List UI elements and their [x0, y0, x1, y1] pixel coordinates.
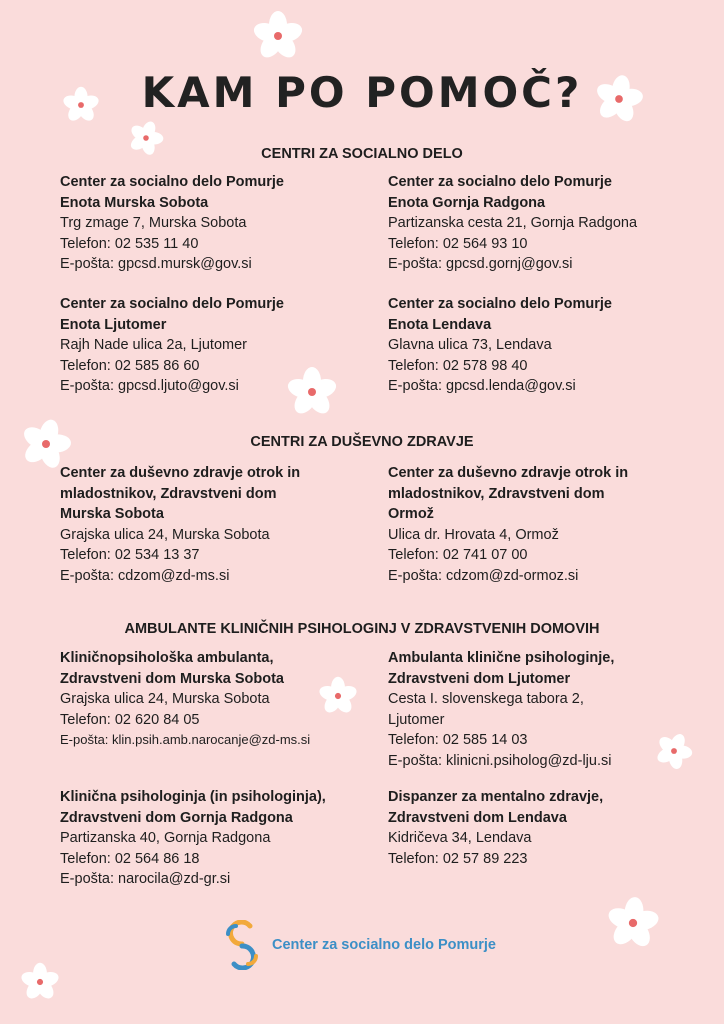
entry-name: Dispanzer za mentalno zdravje, [388, 789, 604, 805]
entry-phone: Telefon: 02 741 07 00 [388, 547, 528, 563]
page-title: KAM PO POMOČ? [141, 68, 583, 117]
flower-icon [606, 896, 660, 950]
flower-icon [594, 74, 644, 124]
entry-name: mladostnikov, Zdravstveni dom [388, 485, 605, 502]
flower-icon [20, 962, 60, 1002]
entry-address: Rajh Nade ulica 2a, Ljutomer [60, 337, 247, 353]
entry-name: Center za duševno zdravje otrok in [60, 465, 301, 481]
entry-email[interactable]: E-pošta: gpcsd.gornj@gov.si [388, 256, 573, 272]
entry-name: Zdravstveni dom Lendava [388, 809, 567, 826]
entry-name: Ambulanta klinične psihologinje, [388, 650, 615, 666]
section-title-mental-health: CENTRI ZA DUŠEVNO ZDRAVJE [250, 434, 474, 450]
entry-phone: Telefon: 02 535 11 40 [60, 235, 199, 252]
entry-name: Center za socialno delo Pomurje [60, 174, 284, 190]
entry-cdz-murska-sobota [60, 463, 380, 586]
entry-address: Grajska ulica 24, Murska Sobota [60, 691, 270, 707]
entry-phone: Telefon: 02 620 84 05 [60, 711, 200, 728]
entry-address-city: Ljutomer [388, 711, 445, 728]
entry-email[interactable]: E-pošta: narocila@zd-gr.si [60, 871, 231, 887]
flower-icon [318, 676, 358, 716]
entry-clinic-lendava [388, 787, 708, 869]
flower-icon [655, 732, 693, 770]
entry-phone: Telefon: 02 585 14 03 [388, 732, 528, 748]
entry-email[interactable]: E-pošta: klin.psih.amb.narocanje@zd-ms.si [60, 732, 311, 747]
entry-name: Zdravstveni dom Murska Sobota [60, 670, 284, 687]
csd-logo-icon [220, 920, 264, 970]
entry-name: Zdravstveni dom Gornja Radgona [60, 809, 293, 826]
entry-clinic-gornja-radgona [60, 787, 380, 890]
footer-logo [220, 918, 496, 972]
entry-phone: Telefon: 02 57 89 223 [388, 850, 528, 867]
flower-icon [286, 366, 338, 418]
entry-address: Partizanska cesta 21, Gornja Radgona [388, 215, 638, 231]
entry-address: Kidričeva 34, Lendava [388, 830, 532, 846]
entry-email[interactable]: E-pošta: cdzom@zd-ormoz.si [388, 567, 579, 584]
entry-email[interactable]: E-pošta: gpcsd.mursk@gov.si [60, 256, 252, 272]
entry-name: Enota Ljutomer [60, 316, 167, 333]
section-title-social: CENTRI ZA SOCIALNO DELO [261, 146, 463, 162]
entry-name: Zdravstveni dom Ljutomer [388, 670, 571, 687]
entry-name: Center za duševno zdravje otrok in [388, 465, 629, 481]
entry-name: Kliničnopsihološka ambulanta, [60, 650, 274, 666]
footer-logo-text: Center za socialno delo Pomurje [272, 937, 496, 953]
entry-name: Ormož [388, 506, 434, 522]
entry-phone: Telefon: 02 564 86 18 [60, 850, 200, 867]
entry-name: Center za socialno delo Pomurje [388, 174, 612, 190]
entry-csd-gornja-radgona [388, 172, 708, 275]
entry-name: Murska Sobota [60, 506, 164, 522]
entry-email[interactable]: E-pošta: gpcsd.lenda@gov.si [388, 378, 576, 394]
flower-icon [62, 86, 100, 124]
entry-email[interactable]: E-pošta: cdzom@zd-ms.si [60, 567, 230, 584]
section-title-clinics: AMBULANTE KLINIČNIH PSIHOLOGINJ V ZDRAVSTVENIH DOMOVIH [124, 621, 600, 637]
entry-phone: Telefon: 02 578 98 40 [388, 357, 528, 374]
entry-address: Trg zmage 7, Murska Sobota [60, 215, 247, 231]
entry-cdz-ormoz [388, 463, 708, 586]
entry-csd-murska-sobota [60, 172, 380, 275]
entry-name: Center za socialno delo Pomurje [388, 296, 612, 312]
entry-address: Grajska ulica 24, Murska Sobota [60, 526, 270, 543]
entry-address: Glavna ulica 73, Lendava [388, 337, 552, 353]
entry-address: Partizanska 40, Gornja Radgona [60, 830, 271, 846]
flower-icon [252, 10, 304, 62]
entry-phone: Telefon: 02 534 13 37 [60, 547, 200, 563]
entry-email[interactable]: E-pošta: gpcsd.ljuto@gov.si [60, 378, 239, 394]
entry-phone: Telefon: 02 585 86 60 [60, 357, 200, 374]
entry-name: Enota Gornja Radgona [388, 194, 546, 211]
entry-email[interactable]: E-pošta: klinicni.psiholog@zd-lju.si [388, 752, 612, 769]
entry-name: Enota Murska Sobota [60, 194, 209, 211]
entry-csd-lendava [388, 294, 708, 397]
entry-address: Ulica dr. Hrovata 4, Ormož [388, 526, 559, 543]
flower-icon [128, 120, 164, 156]
entry-phone: Telefon: 02 564 93 10 [388, 235, 528, 252]
entry-name: Center za socialno delo Pomurje [60, 296, 284, 312]
entry-name: Klinična psihologinja (in psihologinja), [60, 789, 326, 805]
flower-icon [20, 418, 72, 470]
entry-name: Enota Lendava [388, 316, 492, 333]
entry-address: Cesta I. slovenskega tabora 2, [388, 691, 584, 707]
entry-name: mladostnikov, Zdravstveni dom [60, 485, 277, 502]
